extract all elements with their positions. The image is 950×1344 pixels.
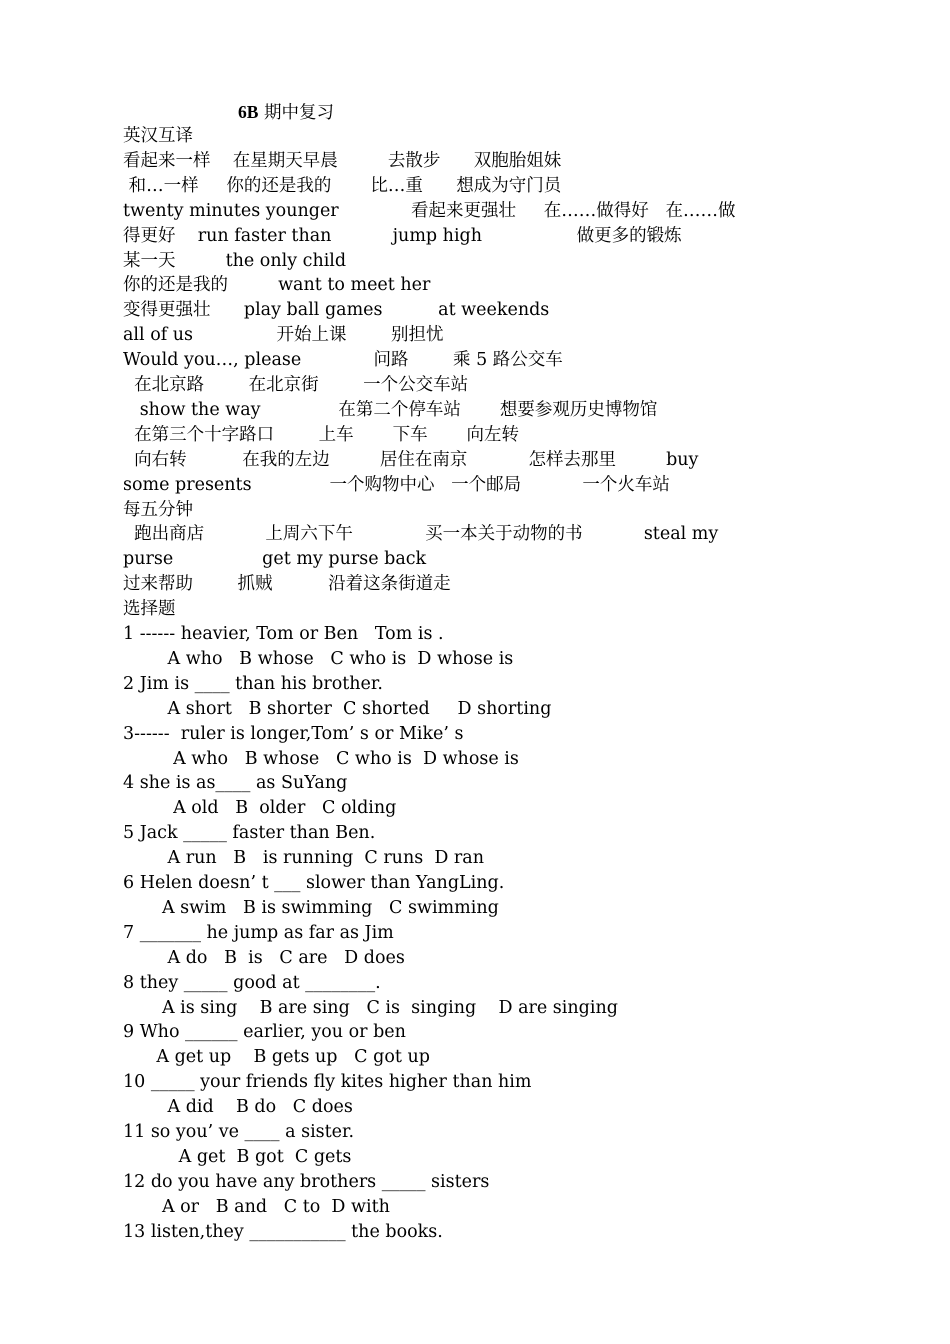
text-line: A run B is running C runs D ran	[123, 848, 484, 869]
text-line: A or B and C to D with	[123, 1196, 390, 1217]
text-line: 跑出商店 上周六下午 买一本关于动物的书 steal my	[123, 524, 719, 545]
text-line: 3------ ruler is longer,Tom’ s or Mike’ s	[123, 723, 464, 744]
text-line: 你的还是我的 want to meet her	[123, 275, 431, 296]
text-line: show the way 在第二个停车站 想要参观历史博物馆	[123, 399, 658, 420]
text-line: 10 _____ your friends fly kites higher than him	[123, 1072, 532, 1093]
document-title	[238, 100, 950, 125]
text-line: 变得更强壮 play ball games at weekends	[123, 300, 550, 321]
text-line: 11 so you’ ve ____ a sister.	[123, 1122, 355, 1142]
text-line: A is sing B are sing C is singing D are singing	[123, 997, 618, 1018]
text-line: A did B do C does	[123, 1097, 353, 1118]
text-line: 看起来一样 在星期天早晨 去散步 双胞胎姐妹	[123, 150, 562, 171]
title-grade: 6B	[238, 102, 259, 122]
text-line: some presents 一个购物中心 一个邮局 一个火车站	[123, 474, 670, 495]
text-line: A get B got C gets	[123, 1146, 352, 1167]
text-line: 9 Who ______ earlier, you or ben	[123, 1022, 406, 1043]
text-line: Would you…, please 问路 乘 5 路公交车	[123, 350, 563, 371]
text-line: 某一天 the only child	[123, 250, 347, 271]
text-line: A short B shorter C shorted D shorting	[123, 698, 552, 719]
text-line: twenty minutes younger 看起来更强壮 在……做得好 在……做	[123, 200, 736, 221]
text-line: 12 do you have any brothers _____ sisters	[123, 1171, 490, 1192]
text-line: A old B older C olding	[123, 798, 397, 819]
text-line: 在北京路 在北京街 一个公交车站	[123, 375, 469, 395]
text-line: 1 ------ heavier, Tom or Ben Tom is .	[123, 624, 444, 644]
text-line: all of us 开始上课 别担忧	[123, 325, 444, 346]
text-line: 过来帮助 抓贼 沿着这条街道走	[123, 574, 451, 595]
text-line: A get up B gets up C got up	[123, 1047, 430, 1068]
title-text: 期中复习	[258, 103, 334, 123]
text-line: purse get my purse back	[123, 549, 427, 570]
text-line: 13 listen,they ___________ the books.	[123, 1221, 443, 1242]
text-line: A swim B is swimming C swimming	[123, 897, 499, 918]
text-line: A do B is C are D does	[123, 947, 405, 968]
text-line: 在第三个十字路口 上车 下车 向左转	[123, 424, 520, 445]
text-line: 选择题	[123, 599, 176, 620]
text-line: 和…一样 你的还是我的 比…重 想成为守门员	[123, 175, 562, 196]
text-line: A who B whose C who is D whose is	[123, 748, 519, 769]
text-line: 向右转 在我的左边 居住在南京 怎样去那里 buy	[123, 449, 699, 470]
text-line: 8 they _____ good at ________.	[123, 972, 381, 993]
text-line: 2 Jim is ____ than his brother.	[123, 673, 383, 694]
text-line: 5 Jack _____ faster than Ben.	[123, 823, 376, 844]
text-line: 4 she is as____ as SuYang	[123, 773, 348, 794]
text-line: 英汉互译	[123, 126, 193, 146]
text-line: 7 _______ he jump as far as Jim	[123, 922, 394, 943]
text-line: A who B whose C who is D whose is	[123, 648, 514, 669]
text-line: 每五分钟	[123, 499, 193, 520]
text-line: 6 Helen doesn’ t ___ slower than YangLing.	[123, 873, 505, 893]
text-line: 得更好 run faster than jump high 做更多的锻炼	[123, 225, 682, 246]
